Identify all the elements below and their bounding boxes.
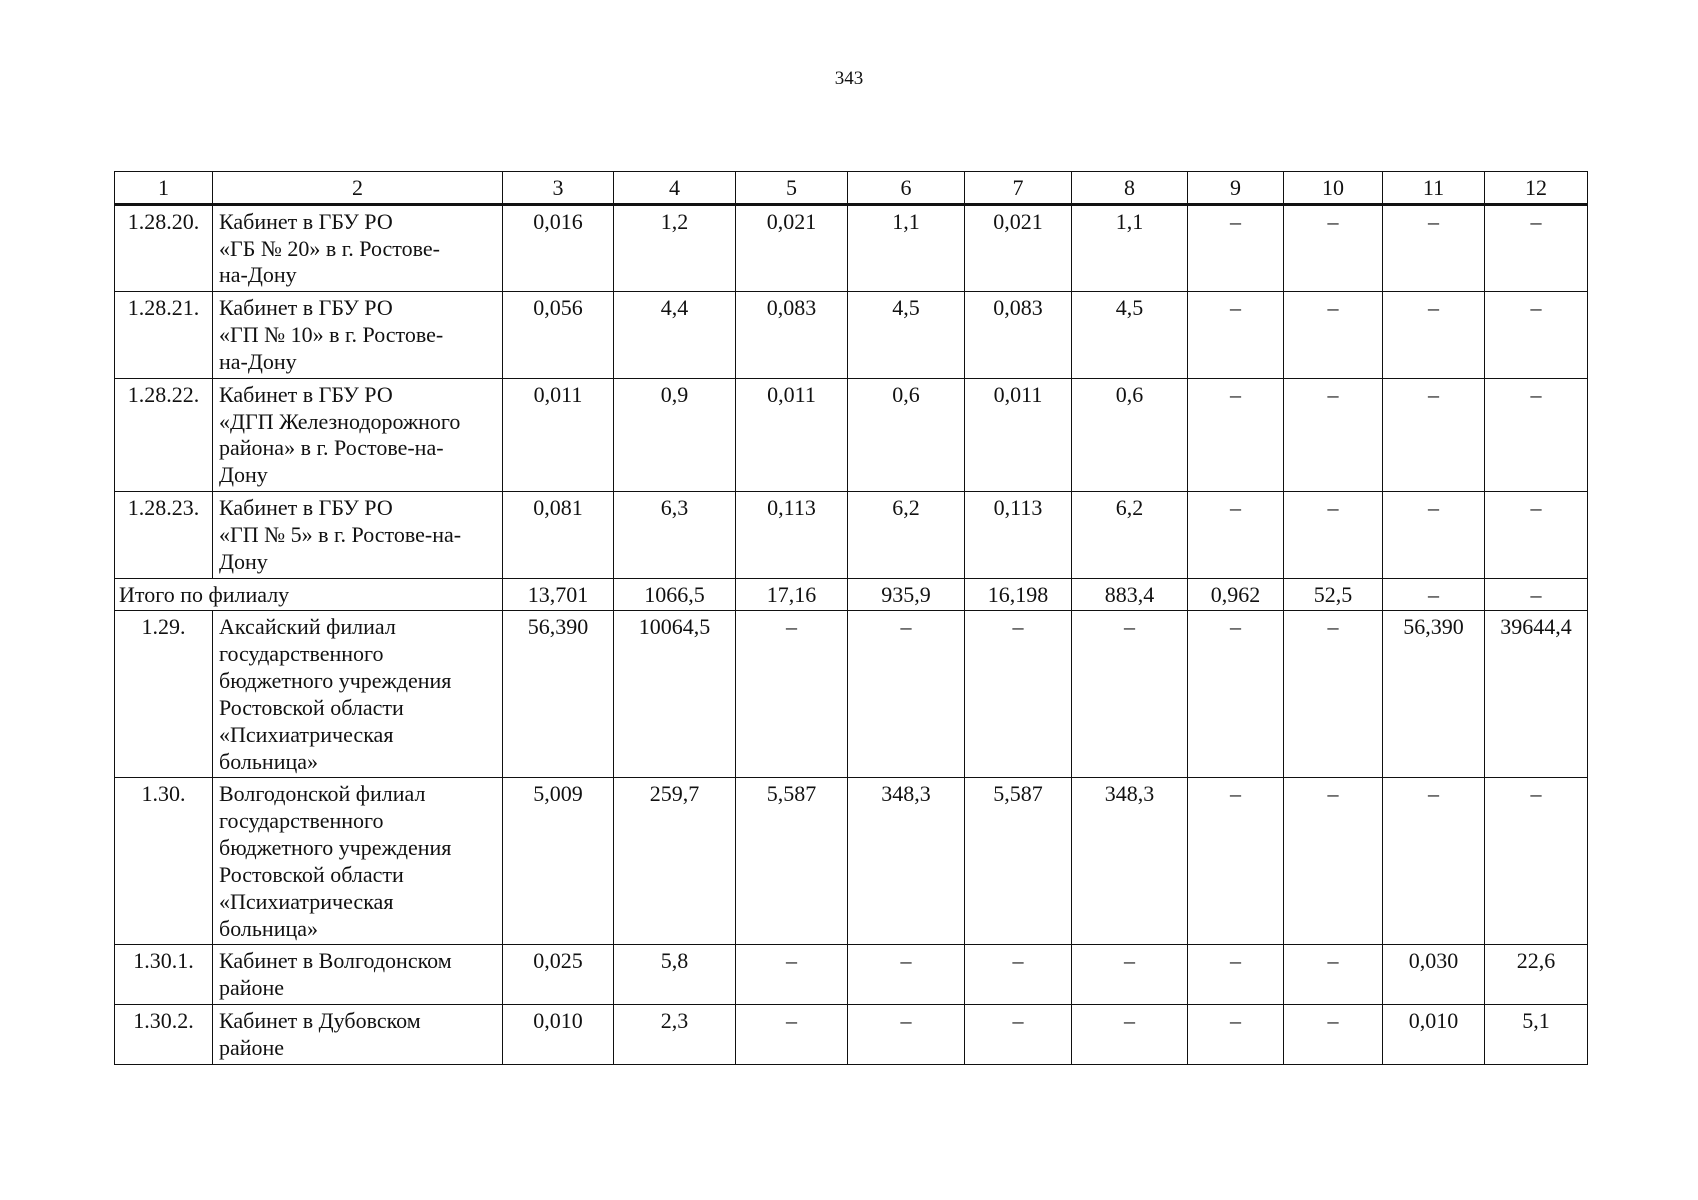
table-row — [115, 492, 1588, 578]
row-name-line: районе — [219, 1034, 285, 1060]
table-cell: – — [736, 945, 848, 1005]
table-cell: 5,1 — [1485, 1005, 1588, 1065]
table-cell: 16,198 — [965, 578, 1072, 611]
table-cell: 1,1 — [1072, 204, 1188, 291]
table-cell: 0,083 — [965, 292, 1072, 378]
table-cell: 39644,4 — [1485, 611, 1588, 778]
row-number: 1.28.21. — [115, 292, 213, 378]
column-header: 5 — [736, 172, 848, 205]
row-name-line: районе — [219, 975, 285, 1001]
table-cell: 4,5 — [848, 292, 965, 378]
table-row — [115, 292, 1588, 378]
table-cell: – — [1383, 778, 1485, 945]
table-cell: – — [1188, 778, 1284, 945]
page-number: 343 — [834, 68, 864, 89]
row-name-line: государственного — [219, 808, 384, 834]
table-cell: – — [848, 945, 965, 1005]
table-cell: – — [1188, 611, 1284, 778]
row-name-line: на-Дону — [219, 262, 297, 288]
data-table — [114, 171, 1588, 1065]
table-row — [115, 204, 1588, 291]
table-cell: – — [1485, 292, 1588, 378]
table-cell: – — [1284, 378, 1383, 491]
table-row — [115, 611, 1588, 778]
table-cell: 0,9 — [614, 378, 736, 491]
table-cell: – — [736, 611, 848, 778]
table-cell: 52,5 — [1284, 578, 1383, 611]
table-row — [115, 1005, 1588, 1065]
table-cell: – — [1383, 492, 1485, 578]
table-cell: – — [1485, 378, 1588, 491]
table-cell: – — [1188, 378, 1284, 491]
table-cell: – — [1383, 204, 1485, 291]
table-cell: 0,025 — [503, 945, 614, 1005]
table-cell: 348,3 — [1072, 778, 1188, 945]
table-cell: 0,081 — [503, 492, 614, 578]
table-cell: 0,021 — [965, 204, 1072, 291]
table-cell: 1,1 — [848, 204, 965, 291]
table-cell: – — [1284, 204, 1383, 291]
table-row — [115, 945, 1588, 1005]
table-cell: 0,010 — [1383, 1005, 1485, 1065]
table-cell: 0,6 — [848, 378, 965, 491]
row-name-line: «ГП № 5» в г. Ростове-на- — [219, 521, 462, 547]
row-name-line: Волгодонской филиал — [219, 781, 426, 807]
row-name-line: «Психиатрическая — [219, 721, 394, 747]
row-name — [213, 1005, 503, 1065]
table-cell: 0,113 — [736, 492, 848, 578]
table-cell: – — [1485, 778, 1588, 945]
table-cell: 56,390 — [1383, 611, 1485, 778]
table-cell: – — [1485, 492, 1588, 578]
table-cell: – — [736, 1005, 848, 1065]
table-cell: 0,016 — [503, 204, 614, 291]
table-cell: – — [1284, 611, 1383, 778]
row-name-line: Аксайский филиал — [219, 614, 396, 640]
total-label: Итого по филиалу — [115, 578, 503, 611]
table-cell: – — [1284, 945, 1383, 1005]
table-row — [115, 778, 1588, 945]
table-cell: 0,962 — [1188, 578, 1284, 611]
table-cell: – — [965, 1005, 1072, 1065]
table-cell: 10064,5 — [614, 611, 736, 778]
table-cell: 5,587 — [965, 778, 1072, 945]
column-header: 12 — [1485, 172, 1588, 205]
column-header: 3 — [503, 172, 614, 205]
table-cell: – — [1383, 292, 1485, 378]
table-cell: 1066,5 — [614, 578, 736, 611]
row-name-line: больница» — [219, 915, 318, 941]
row-name-line: бюджетного учреждения — [219, 835, 452, 861]
table-cell: – — [1383, 378, 1485, 491]
table-cell: – — [1188, 1005, 1284, 1065]
column-header: 7 — [965, 172, 1072, 205]
column-header: 11 — [1383, 172, 1485, 205]
table-cell: – — [1383, 578, 1485, 611]
table-cell: 2,3 — [614, 1005, 736, 1065]
row-name-line: Ростовской области — [219, 861, 404, 887]
table-cell: – — [1284, 492, 1383, 578]
table-cell: 259,7 — [614, 778, 736, 945]
table-cell: 4,5 — [1072, 292, 1188, 378]
table-cell: – — [1188, 945, 1284, 1005]
row-name-line: Дону — [219, 548, 268, 574]
row-name-line: больница» — [219, 748, 318, 774]
row-number: 1.30.1. — [115, 945, 213, 1005]
row-number: 1.28.20. — [115, 204, 213, 291]
table-cell: – — [965, 611, 1072, 778]
table-cell: – — [1072, 945, 1188, 1005]
row-name — [213, 378, 503, 491]
column-header: 2 — [213, 172, 503, 205]
row-name-line: государственного — [219, 641, 384, 667]
row-number: 1.28.22. — [115, 378, 213, 491]
column-header: 1 — [115, 172, 213, 205]
table-cell: 5,587 — [736, 778, 848, 945]
table-cell: 6,2 — [1072, 492, 1188, 578]
row-number: 1.30.2. — [115, 1005, 213, 1065]
table-cell: 0,083 — [736, 292, 848, 378]
row-name-line: «ДГП Железнодорожного — [219, 408, 461, 434]
table-cell: 17,16 — [736, 578, 848, 611]
row-number: 1.30. — [115, 778, 213, 945]
column-header: 10 — [1284, 172, 1383, 205]
row-name-line: на-Дону — [219, 348, 297, 374]
table-cell: – — [848, 1005, 965, 1065]
table-cell: 348,3 — [848, 778, 965, 945]
row-name-line: Кабинет в Дубовском — [219, 1008, 421, 1034]
table-body — [115, 172, 1588, 1065]
table-row — [115, 378, 1588, 491]
row-name-line: Кабинет в ГБУ РО — [219, 295, 393, 321]
column-header: 9 — [1188, 172, 1284, 205]
table-cell: 0,011 — [965, 378, 1072, 491]
row-name-line: бюджетного учреждения — [219, 668, 452, 694]
row-name-line: Кабинет в ГБУ РО — [219, 495, 393, 521]
table-cell: – — [1072, 611, 1188, 778]
table-cell: 5,8 — [614, 945, 736, 1005]
row-name-line: района» в г. Ростове-на- — [219, 435, 444, 461]
table-cell: – — [965, 945, 1072, 1005]
table-cell: 6,3 — [614, 492, 736, 578]
row-name-line: Дону — [219, 462, 268, 488]
table-cell: 1,2 — [614, 204, 736, 291]
column-header: 6 — [848, 172, 965, 205]
row-name-line: Ростовской области — [219, 694, 404, 720]
table-cell: – — [1284, 292, 1383, 378]
row-name-line: «ГП № 10» в г. Ростове- — [219, 322, 444, 348]
table-cell: 0,6 — [1072, 378, 1188, 491]
row-number: 1.28.23. — [115, 492, 213, 578]
row-name-line: Кабинет в Волгодонском — [219, 948, 452, 974]
column-header: 8 — [1072, 172, 1188, 205]
table-cell: 56,390 — [503, 611, 614, 778]
table-cell: 22,6 — [1485, 945, 1588, 1005]
table-cell: – — [1188, 204, 1284, 291]
table-cell: – — [1072, 1005, 1188, 1065]
row-name-line: Кабинет в ГБУ РО — [219, 381, 393, 407]
table-cell: 5,009 — [503, 778, 614, 945]
table-cell: 6,2 — [848, 492, 965, 578]
row-name — [213, 204, 503, 291]
table-cell: – — [1485, 578, 1588, 611]
table-cell: 0,030 — [1383, 945, 1485, 1005]
row-number: 1.29. — [115, 611, 213, 778]
table-cell: – — [848, 611, 965, 778]
row-name-line: «Психиатрическая — [219, 888, 394, 914]
table-cell: 0,011 — [736, 378, 848, 491]
table-cell: – — [1485, 204, 1588, 291]
table-cell: 0,056 — [503, 292, 614, 378]
table-cell: 0,010 — [503, 1005, 614, 1065]
row-name-line: Кабинет в ГБУ РО — [219, 208, 393, 234]
table-cell: 13,701 — [503, 578, 614, 611]
table-cell: 0,011 — [503, 378, 614, 491]
table-cell: 883,4 — [1072, 578, 1188, 611]
row-name-line: «ГБ № 20» в г. Ростове- — [219, 235, 440, 261]
table-cell: – — [1284, 1005, 1383, 1065]
table-total-row — [115, 578, 1588, 611]
row-name — [213, 611, 503, 778]
table-cell: – — [1284, 778, 1383, 945]
table-cell: 4,4 — [614, 292, 736, 378]
row-name — [213, 492, 503, 578]
table-cell: – — [1188, 292, 1284, 378]
row-name — [213, 292, 503, 378]
column-header: 4 — [614, 172, 736, 205]
row-name — [213, 778, 503, 945]
row-name — [213, 945, 503, 1005]
table-cell: 935,9 — [848, 578, 965, 611]
table-cell: 0,113 — [965, 492, 1072, 578]
table-header-row — [115, 172, 1588, 205]
table-cell: – — [1188, 492, 1284, 578]
table-cell: 0,021 — [736, 204, 848, 291]
